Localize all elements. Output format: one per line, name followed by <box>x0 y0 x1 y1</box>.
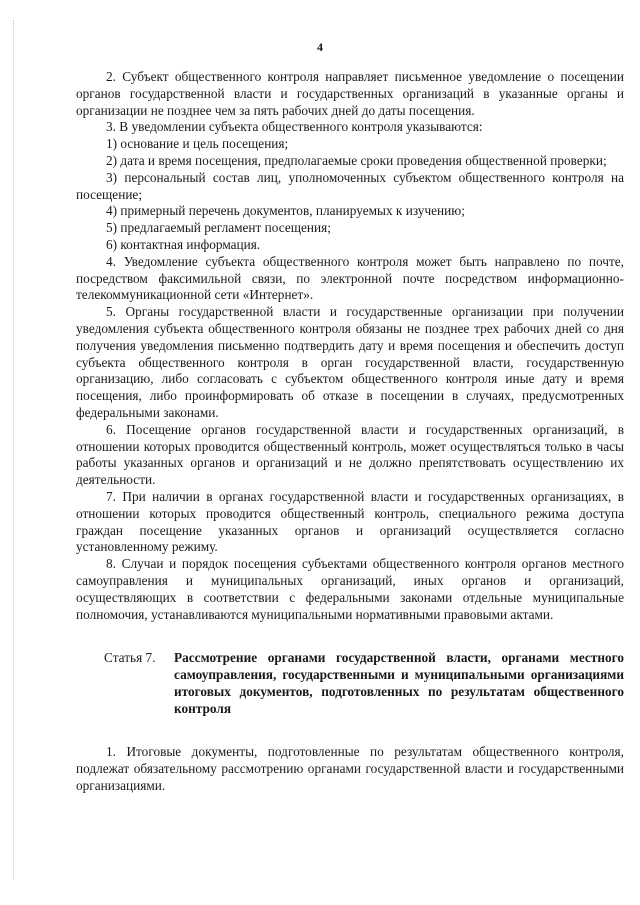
article-number: Статья 7. <box>104 650 156 666</box>
list-item-4: 4) примерный перечень документов, планируемых к изучению; <box>106 203 465 219</box>
paragraph-7: 7. При наличии в органах государственной власти и государственных организациях, в отношении которых проводится общественный контроль, специального режима доступа граждан посещение указанных органов и организаций осуществляется согласно установленному режиму. <box>76 488 624 555</box>
paragraph-2: 2. Субъект общественного контроля направляет письменное уведомление о посещении органов государственной власти и государственных организаций в указанные органы и организации не позднее чем за пять рабочих дней до даты посещения. <box>76 69 624 118</box>
paragraph-4: 4. Уведомление субъекта общественного контроля может быть направлено по почте, посредством факсимильной связи, по электронной почте посредством информационно-телекоммуникационной сети «Интернет». <box>76 253 624 303</box>
paragraph-8: 8. Случаи и порядок посещения субъектами общественного контроля органов местного самоуправления и муниципальных организаций, иных органов и организаций, осуществляющих в соответствии с федеральными законами отдельные муниципальные полномочия, устанавливаются муниципальными нормативными правовыми актами. <box>76 556 624 622</box>
page-number: 4 <box>317 40 323 54</box>
list-item-2: 2) дата и время посещения, предполагаемые сроки проведения общественной проверки; <box>106 152 607 168</box>
paragraph-3: 3. В уведомлении субъекта общественного контроля указываются: <box>106 119 483 135</box>
list-item-1: 1) основание и цель посещения; <box>106 136 289 152</box>
article-title: Рассмотрение органами государственной власти, органами местного самоуправления, государственными и муниципальными организациями итоговых документов, подготовленных по результатам общественного контроля <box>174 650 624 716</box>
scan-edge <box>13 20 15 880</box>
document-body <box>76 69 624 795</box>
list-item-3: 3) персональный состав лиц, уполномоченных субъектом общественного контроля на посещение; <box>76 169 624 202</box>
paragraph-5: 5. Органы государственной власти и государственные организации при получении уведомления субъекта общественного контроля обязаны не позднее трех рабочих дней со дня получения уведомления письменно подтвердить дату и время посещения и обеспечить доступ субъекта общественного контроля в орган государственной власти, государственную организацию, либо согласовать с субъектом общественного контроля иные дату и время посещения, либо проинформировать об отказе в посещении в случаях, предусмотренных федеральными законами. <box>76 304 624 420</box>
article-body <box>76 744 624 794</box>
list-item-6: 6) контактная информация. <box>106 236 261 252</box>
list-item-5: 5) предлагаемый регламент посещения; <box>106 220 331 236</box>
article-paragraph-1: 1. Итоговые документы, подготовленные по результатам общественного контроля, подлежат обязательному рассмотрению органами государственной власти и государственными организациями. <box>76 744 624 794</box>
paragraph-6: 6. Посещение органов государственной власти и государственных организаций, в отношении которых проводится общественный контроль, может осуществляться только в часы работы указанных органов и организаций и не должно препятствовать осуществлению их деятельности. <box>76 421 624 488</box>
article-heading <box>104 650 624 717</box>
